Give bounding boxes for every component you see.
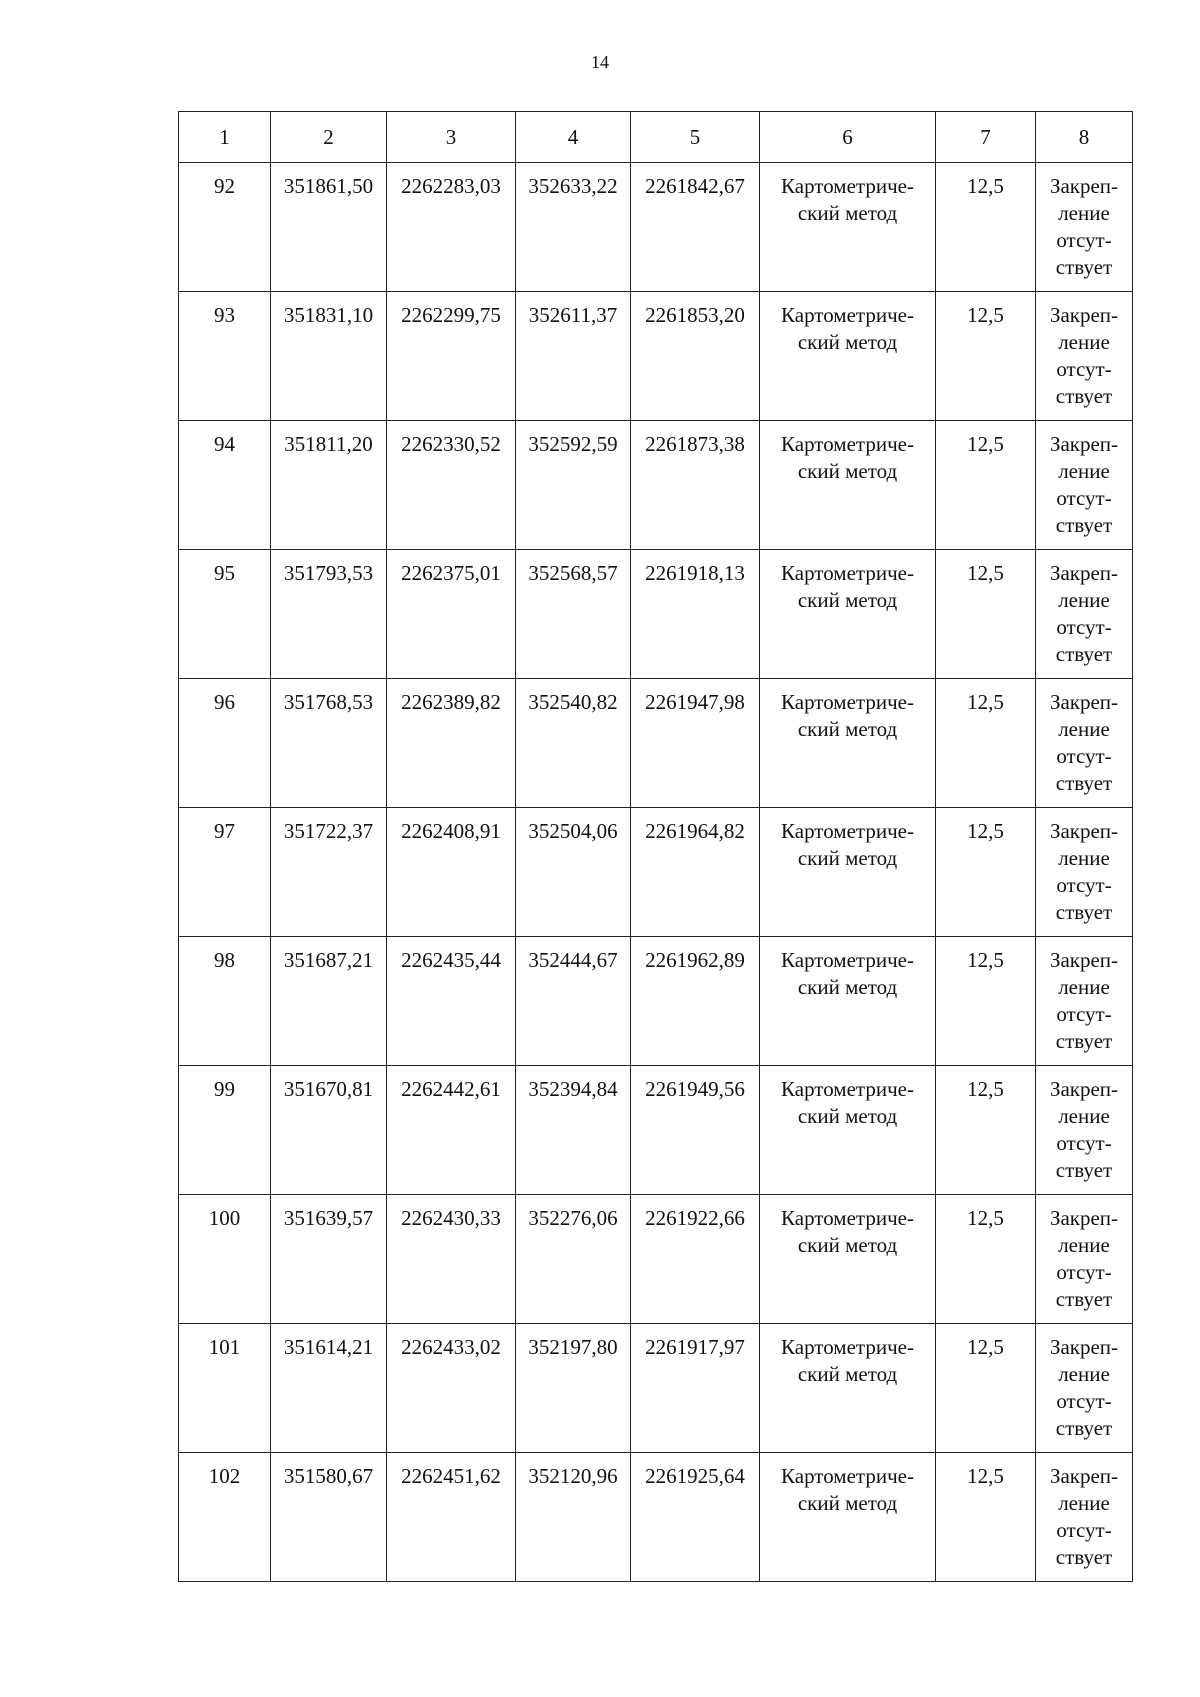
coord-cell: 2261947,98	[631, 679, 760, 808]
column-header-3: 3	[387, 112, 516, 163]
method-cell	[760, 679, 936, 808]
column-header-5: 5	[631, 112, 760, 163]
accuracy-cell: 12,5	[936, 1066, 1036, 1195]
fixation-text-line: ление	[1058, 717, 1110, 741]
method-text-line: ский метод	[797, 1491, 898, 1515]
point-number-cell: 96	[179, 679, 271, 808]
method-text-line: ский метод	[797, 1362, 898, 1386]
coord-cell: 2261842,67	[631, 163, 760, 292]
point-number-cell: 93	[179, 292, 271, 421]
table-header-row	[179, 112, 1133, 163]
method-cell	[760, 1324, 936, 1453]
fixation-text-line: ствует	[1055, 255, 1113, 279]
coord-cell: 352540,82	[516, 679, 631, 808]
fixation-cell	[1036, 1453, 1133, 1582]
coord-cell: 2262299,75	[387, 292, 516, 421]
coord-cell: 351614,21	[271, 1324, 387, 1453]
fixation-text-line: Закреп-	[1049, 1206, 1119, 1230]
fixation-text-line: Закреп-	[1049, 690, 1119, 714]
coord-cell: 2261853,20	[631, 292, 760, 421]
coord-cell: 2262330,52	[387, 421, 516, 550]
table-row	[179, 550, 1133, 679]
method-cell	[760, 1453, 936, 1582]
method-cell	[760, 937, 936, 1066]
coord-cell: 352568,57	[516, 550, 631, 679]
fixation-text-line: отсут-	[1056, 1002, 1112, 1026]
fixation-text-line: ление	[1058, 1491, 1110, 1515]
coord-cell: 352394,84	[516, 1066, 631, 1195]
fixation-text-line: ление	[1058, 1233, 1110, 1257]
fixation-text-line: ление	[1058, 201, 1110, 225]
coord-cell: 2261925,64	[631, 1453, 760, 1582]
point-number-cell: 100	[179, 1195, 271, 1324]
method-cell	[760, 163, 936, 292]
accuracy-cell: 12,5	[936, 937, 1036, 1066]
coord-cell: 2262283,03	[387, 163, 516, 292]
method-text-line: Картометриче-	[781, 948, 914, 972]
fixation-text-line: отсут-	[1056, 486, 1112, 510]
fixation-cell	[1036, 1324, 1133, 1453]
coord-cell: 2262430,33	[387, 1195, 516, 1324]
coord-cell: 2261949,56	[631, 1066, 760, 1195]
fixation-text-line: отсут-	[1056, 873, 1112, 897]
table-row	[179, 163, 1133, 292]
fixation-cell	[1036, 808, 1133, 937]
column-header-1: 1	[179, 112, 271, 163]
accuracy-cell: 12,5	[936, 421, 1036, 550]
accuracy-cell: 12,5	[936, 808, 1036, 937]
fixation-cell	[1036, 1066, 1133, 1195]
accuracy-cell: 12,5	[936, 1195, 1036, 1324]
coord-cell: 2262389,82	[387, 679, 516, 808]
coord-cell: 2261962,89	[631, 937, 760, 1066]
method-text-line: Картометриче-	[781, 1206, 914, 1230]
accuracy-cell: 12,5	[936, 550, 1036, 679]
coord-cell: 351768,53	[271, 679, 387, 808]
method-text-line: ский метод	[797, 975, 898, 999]
coord-cell: 2262435,44	[387, 937, 516, 1066]
coord-cell: 352276,06	[516, 1195, 631, 1324]
method-text-line: Картометриче-	[781, 1464, 914, 1488]
coord-cell: 2261918,13	[631, 550, 760, 679]
fixation-text-line: отсут-	[1056, 1260, 1112, 1284]
point-number-cell: 95	[179, 550, 271, 679]
fixation-cell	[1036, 679, 1133, 808]
coord-cell: 2261917,97	[631, 1324, 760, 1453]
fixation-text-line: ствует	[1055, 513, 1113, 537]
coord-cell: 351580,67	[271, 1453, 387, 1582]
fixation-text-line: ствует	[1055, 1029, 1113, 1053]
fixation-text-line: отсут-	[1056, 1131, 1112, 1155]
fixation-cell	[1036, 163, 1133, 292]
fixation-cell	[1036, 1195, 1133, 1324]
coord-cell: 352592,59	[516, 421, 631, 550]
coord-cell: 2262451,62	[387, 1453, 516, 1582]
coord-cell: 351861,50	[271, 163, 387, 292]
point-number-cell: 98	[179, 937, 271, 1066]
fixation-cell	[1036, 292, 1133, 421]
fixation-text-line: ление	[1058, 330, 1110, 354]
coordinates-table	[178, 111, 1133, 1582]
point-number-cell: 94	[179, 421, 271, 550]
coord-cell: 351687,21	[271, 937, 387, 1066]
accuracy-cell: 12,5	[936, 292, 1036, 421]
coord-cell: 352611,37	[516, 292, 631, 421]
accuracy-cell: 12,5	[936, 1453, 1036, 1582]
coord-cell: 2261964,82	[631, 808, 760, 937]
point-number-cell: 92	[179, 163, 271, 292]
table-row	[179, 679, 1133, 808]
fixation-text-line: ствует	[1055, 771, 1113, 795]
coord-cell: 352120,96	[516, 1453, 631, 1582]
fixation-text-line: ление	[1058, 975, 1110, 999]
coord-cell: 351670,81	[271, 1066, 387, 1195]
fixation-text-line: отсут-	[1056, 1518, 1112, 1542]
method-text-line: ский метод	[797, 1104, 898, 1128]
coord-cell: 351639,57	[271, 1195, 387, 1324]
coord-cell: 351831,10	[271, 292, 387, 421]
table-row	[179, 1324, 1133, 1453]
fixation-cell	[1036, 550, 1133, 679]
coord-cell: 351793,53	[271, 550, 387, 679]
method-text-line: Картометриче-	[781, 561, 914, 585]
method-text-line: Картометриче-	[781, 819, 914, 843]
point-number-cell: 102	[179, 1453, 271, 1582]
fixation-text-line: ствует	[1055, 1416, 1113, 1440]
method-cell	[760, 292, 936, 421]
fixation-text-line: ствует	[1055, 1158, 1113, 1182]
fixation-cell	[1036, 421, 1133, 550]
coord-cell: 352444,67	[516, 937, 631, 1066]
fixation-text-line: ление	[1058, 846, 1110, 870]
fixation-text-line: отсут-	[1056, 1389, 1112, 1413]
coord-cell: 2262375,01	[387, 550, 516, 679]
method-text-line: Картометриче-	[781, 1335, 914, 1359]
coord-cell: 351722,37	[271, 808, 387, 937]
method-text-line: ский метод	[797, 588, 898, 612]
fixation-text-line: отсут-	[1056, 357, 1112, 381]
method-text-line: Картометриче-	[781, 174, 914, 198]
fixation-text-line: Закреп-	[1049, 948, 1119, 972]
table-row	[179, 1195, 1133, 1324]
point-number-cell: 97	[179, 808, 271, 937]
column-header-4: 4	[516, 112, 631, 163]
fixation-text-line: отсут-	[1056, 615, 1112, 639]
coord-cell: 2262442,61	[387, 1066, 516, 1195]
fixation-text-line: ствует	[1055, 1287, 1113, 1311]
coord-cell: 352504,06	[516, 808, 631, 937]
fixation-text-line: ствует	[1055, 642, 1113, 666]
fixation-text-line: Закреп-	[1049, 432, 1119, 456]
coord-cell: 2261873,38	[631, 421, 760, 550]
fixation-cell	[1036, 937, 1133, 1066]
fixation-text-line: ствует	[1055, 900, 1113, 924]
fixation-text-line: ление	[1058, 1104, 1110, 1128]
column-header-2: 2	[271, 112, 387, 163]
fixation-text-line: ление	[1058, 588, 1110, 612]
point-number-cell: 99	[179, 1066, 271, 1195]
method-text-line: Картометриче-	[781, 690, 914, 714]
method-text-line: ский метод	[797, 201, 898, 225]
coord-cell: 352197,80	[516, 1324, 631, 1453]
table-row	[179, 937, 1133, 1066]
table-row	[179, 808, 1133, 937]
method-text-line: ский метод	[797, 717, 898, 741]
fixation-text-line: Закреп-	[1049, 1464, 1119, 1488]
method-cell	[760, 1066, 936, 1195]
fixation-text-line: Закреп-	[1049, 1335, 1119, 1359]
column-header-6: 6	[760, 112, 936, 163]
accuracy-cell: 12,5	[936, 163, 1036, 292]
fixation-text-line: Закреп-	[1049, 174, 1119, 198]
coord-cell: 352633,22	[516, 163, 631, 292]
page-number: 14	[591, 52, 609, 72]
method-cell	[760, 1195, 936, 1324]
method-text-line: Картометриче-	[781, 303, 914, 327]
fixation-text-line: Закреп-	[1049, 303, 1119, 327]
method-cell	[760, 421, 936, 550]
coord-cell: 2261922,66	[631, 1195, 760, 1324]
table-body	[179, 163, 1133, 1582]
table-row	[179, 292, 1133, 421]
fixation-text-line: ление	[1058, 459, 1110, 483]
fixation-text-line: Закреп-	[1049, 1077, 1119, 1101]
fixation-text-line: ствует	[1055, 1545, 1113, 1569]
method-text-line: Картометриче-	[781, 432, 914, 456]
column-header-7: 7	[936, 112, 1036, 163]
point-number-cell: 101	[179, 1324, 271, 1453]
accuracy-cell: 12,5	[936, 679, 1036, 808]
method-text-line: ский метод	[797, 330, 898, 354]
method-cell	[760, 808, 936, 937]
fixation-text-line: отсут-	[1056, 744, 1112, 768]
accuracy-cell: 12,5	[936, 1324, 1036, 1453]
fixation-text-line: Закреп-	[1049, 819, 1119, 843]
method-cell	[760, 550, 936, 679]
fixation-text-line: ление	[1058, 1362, 1110, 1386]
fixation-text-line: отсут-	[1056, 228, 1112, 252]
table-row	[179, 1453, 1133, 1582]
method-text-line: ский метод	[797, 1233, 898, 1257]
coord-cell: 2262408,91	[387, 808, 516, 937]
column-header-8: 8	[1036, 112, 1133, 163]
table-row	[179, 1066, 1133, 1195]
method-text-line: Картометриче-	[781, 1077, 914, 1101]
coord-cell: 351811,20	[271, 421, 387, 550]
fixation-text-line: Закреп-	[1049, 561, 1119, 585]
table-row	[179, 421, 1133, 550]
coord-cell: 2262433,02	[387, 1324, 516, 1453]
method-text-line: ский метод	[797, 459, 898, 483]
fixation-text-line: ствует	[1055, 384, 1113, 408]
method-text-line: ский метод	[797, 846, 898, 870]
